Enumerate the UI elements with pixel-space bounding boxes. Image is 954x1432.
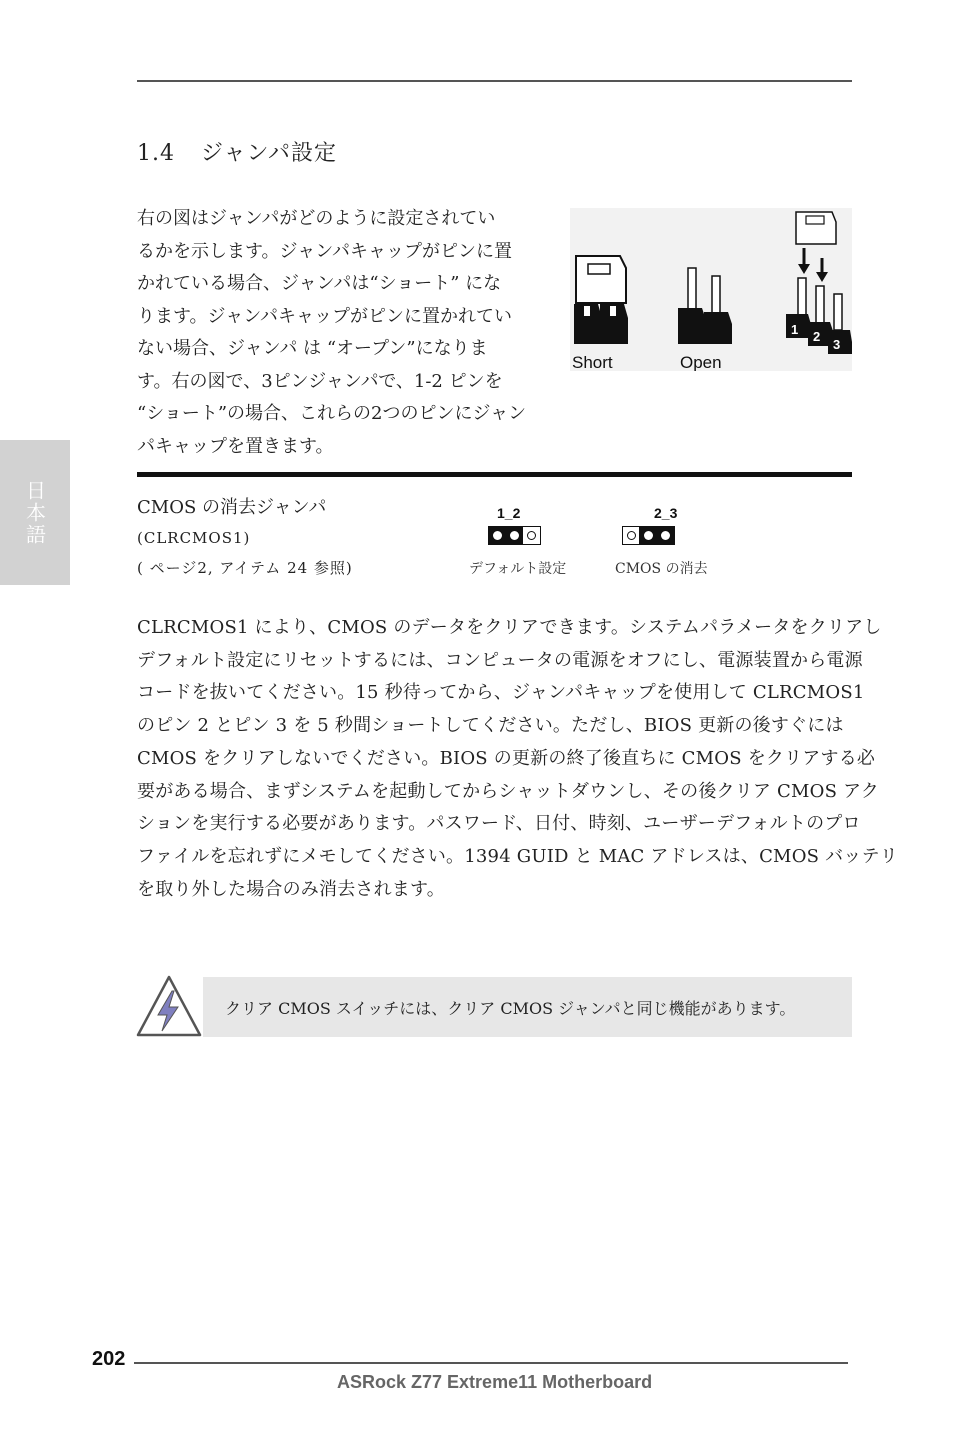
intro-line: す。右の図で、3ピンジャンパで、1-2 ピンを: [137, 370, 503, 392]
body-line: を取り外した場合のみ消去されます。: [137, 878, 445, 900]
pin-number-2: 2: [813, 329, 821, 344]
page-number: 202: [92, 1348, 126, 1370]
jumper-illustration: [570, 208, 852, 371]
body-line: 要がある場合、まずシステムを起動してからシャットダウンし、その後クリア CMOS アク: [137, 780, 879, 802]
cmos-ref: ( ページ2, アイテム 24 参照): [137, 559, 353, 577]
language-side-tab: [0, 440, 70, 585]
intro-line: パキャップを置きます。: [137, 435, 334, 457]
jumper-pin: [640, 527, 657, 544]
section-number: 1.4: [137, 141, 175, 166]
body-line: CMOS をクリアしないでください。BIOS の更新の終了後直ちに CMOS をクリアする必: [137, 747, 876, 769]
jumper-clear-diagram: [622, 526, 675, 545]
body-line: デフォルト設定にリセットするには、コンピュータの電源をオフにし、電源装置から電源: [137, 649, 863, 671]
jumper-pin: [489, 527, 506, 544]
body-line: ファイルを忘れずにメモしてください。1394 GUID と MAC アドレスは、CMOS バッテリ: [137, 845, 898, 867]
cmos-code: (CLRCMOS1): [137, 529, 251, 547]
jumper-pin: [506, 527, 523, 544]
warning-lightning-icon: [136, 975, 202, 1039]
note-box: [203, 977, 852, 1037]
jumper-pin: [657, 527, 674, 544]
jumper-default-diagram: [488, 526, 541, 545]
intro-line: ない場合、ジャンパ は “オープン”になりま: [137, 338, 488, 359]
intro-paragraph: [137, 203, 547, 463]
footer-product: ASRock Z77 Extreme11 Motherboard: [337, 1372, 653, 1392]
body-line: のピン 2 とピン 3 を 5 秒間ショートしてください。ただし、BIOS 更新の後すぐには: [137, 715, 844, 737]
note-text: クリア CMOS スイッチには、クリア CMOS ジャンパと同じ機能があります。: [225, 998, 796, 1018]
section-title: [137, 136, 337, 167]
top-rule: [137, 80, 852, 82]
short-jumper-graphic: [574, 256, 628, 344]
side-tab-label: 日本語: [22, 479, 47, 546]
section-title-text: ジャンパ設定: [201, 141, 338, 166]
intro-line: “ショート”の場合、これらの2つのピンにジャン: [137, 403, 527, 424]
body-line: コードを抜いてください。15 秒待ってから、ジャンパキャップを使用して CLRCMOS1: [137, 682, 865, 704]
body-line: CLRCMOS1 により、CMOS のデータをクリアできます。システムパラメータをクリアし: [137, 617, 882, 638]
pin-number-3: 3: [833, 337, 841, 352]
jumper-default-caption: デフォルト設定: [469, 561, 567, 577]
open-label: Open: [680, 353, 722, 371]
intro-line: かれている場合、ジャンパは“ショート” にな: [137, 273, 502, 294]
pin-number-1: 1: [791, 322, 799, 337]
footer-rule: [134, 1362, 848, 1364]
intro-line: 右の図はジャンパがどのように設定されてい: [137, 208, 496, 229]
cmos-title: CMOS の消去ジャンパ: [137, 497, 327, 518]
section-divider: [137, 472, 852, 477]
intro-line: ります。ジャンパキャップがピンに置かれてい: [137, 305, 512, 327]
jumper-clear-pin-label: 2_3: [654, 505, 678, 521]
cmos-jumper-label: [137, 493, 353, 583]
intro-line: るかを示します。ジャンパキャップがピンに置: [137, 240, 512, 262]
short-label: Short: [572, 353, 613, 371]
jumper-default-pin-label: 1_2: [497, 505, 521, 521]
body-line: ションを実行する必要があります。パスワード、日付、時刻、ユーザーデフォルトのプロ: [137, 813, 861, 835]
jumper-pin: [623, 527, 640, 544]
body-paragraph: [137, 612, 898, 906]
jumper-clear-caption: CMOS の消去: [615, 561, 708, 577]
jumper-pin: [523, 527, 540, 544]
